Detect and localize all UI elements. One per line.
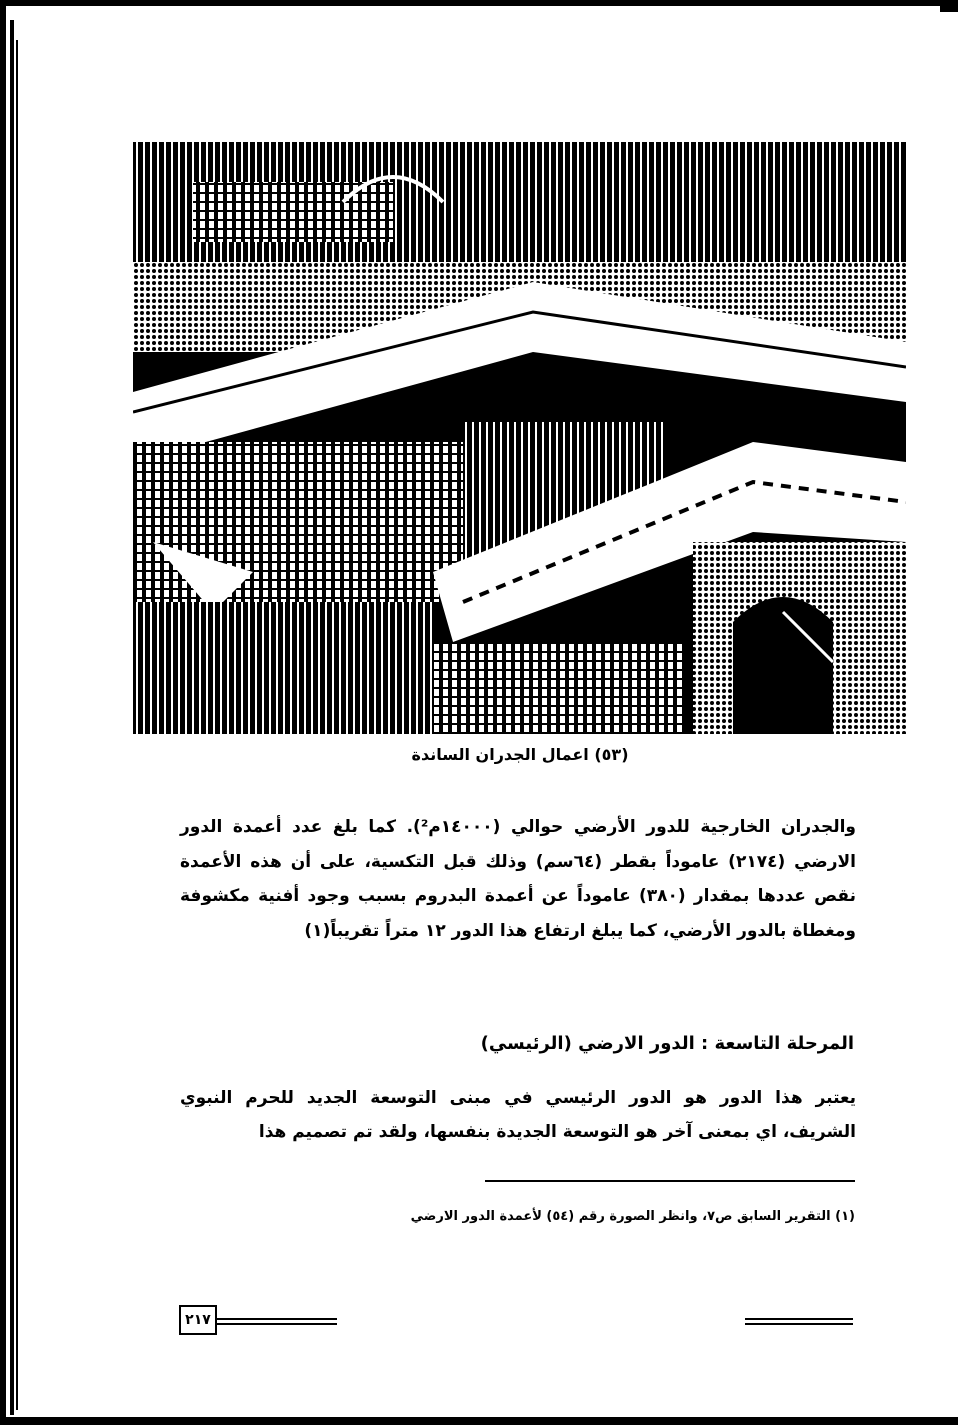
photo-caption: (٥٣) اعمال الجدران الساندة [411,745,629,764]
body-paragraph-2: يعتبر هذا الدور هو الدور الرئيسي في مبنى التوسعة الجديد للحرم النبوي الشريف، اي بمعنى آخر هو التوسعة الجديدة بنفسها، ولقد تم تصميم هذا [180,1088,856,1142]
footer-rule-left [217,1318,337,1320]
page-border-bottom [0,1417,958,1425]
page-edge-line [16,40,18,1410]
footnote: (١) التقرير السابق ص٧، وانظر الصورة رقم (٥٤) لأعمدة الدور الارضي [410,1209,855,1224]
footer-rule-right [745,1318,853,1320]
page-border-top [0,0,958,6]
footer-rule-left-2 [217,1323,337,1325]
construction-photo [133,142,906,734]
page-corner-mark [940,0,958,12]
page-border-left [0,0,6,1425]
page-number: ٢١٧ [179,1305,217,1335]
section-heading: المرحلة التاسعة : الدور الارضي (الرئيسي) [480,1033,854,1054]
footer-rule-right-2 [745,1323,853,1325]
body-paragraph-1: والجدران الخارجية للدور الأرضي حوالي (١٤٠٠٠م²). كما بلغ عدد أعمدة الدور الارضي (٢١٧٤) عاموداً بقطر (٦٤سم) وذلك قبل التكسية، على أن هذه الأعمدة نقص عددها بمقدار (٣٨٠) عاموداً عن أعمدة البدروم بسبب وجود أفنية مكشوفة ومغطاة بالدور الأرضي، كما يبلغ ارتفاع هذا الدور ١٢ متراً تقريباً(١) [180,817,857,941]
footnote-separator [485,1180,855,1182]
page-edge-shadow [10,20,14,1415]
